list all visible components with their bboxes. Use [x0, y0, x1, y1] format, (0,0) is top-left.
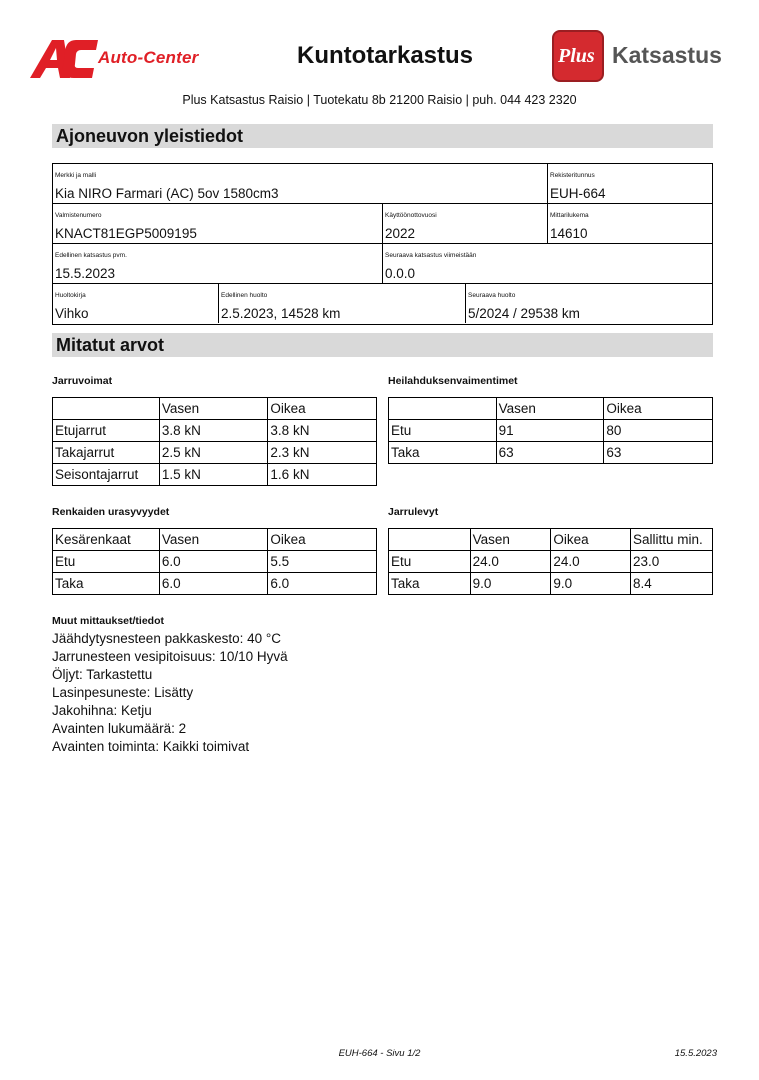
- header-cell: [53, 398, 160, 420]
- shock-absorbers-title: Heilahduksenvaimentimet: [388, 375, 518, 387]
- header-cell: Oikea: [268, 529, 377, 551]
- table-row: [389, 420, 713, 442]
- other-line: Öljyt: Tarkastettu: [52, 667, 153, 682]
- table-cell: 24.0: [470, 551, 551, 573]
- other-line: Jakohihna: Ketju: [52, 703, 152, 718]
- auto-center-logo: [30, 38, 225, 80]
- table-header-row: [53, 529, 377, 551]
- table-cell: 91: [496, 420, 604, 442]
- other-measurements: [52, 614, 288, 756]
- first-use-label: Käyttöönottovuosi: [385, 212, 437, 219]
- header-cell: Kesärenkaat: [53, 529, 160, 551]
- table-cell: 3.8 kN: [159, 420, 268, 442]
- row-label: Etu: [389, 551, 471, 573]
- other-measurements-title: Muut mittaukset/tiedot: [52, 615, 164, 627]
- header-cell: [389, 529, 471, 551]
- next-service-label: Seuraava huolto: [468, 292, 516, 299]
- header-cell: Vasen: [496, 398, 604, 420]
- table-cell: 2.5 kN: [159, 442, 268, 464]
- table-cell: 80: [604, 420, 713, 442]
- table-cell: 2.3 kN: [268, 442, 377, 464]
- brake-discs-title: Jarrulevyt: [388, 506, 439, 518]
- table-header-row: [389, 529, 713, 551]
- table-cell: 23.0: [631, 551, 713, 573]
- table-row: [389, 551, 713, 573]
- last-service-value: 2.5.2023, 14528 km: [221, 306, 341, 321]
- header-cell: Oikea: [268, 398, 377, 420]
- header-cell: Sallittu min.: [631, 529, 713, 551]
- katsastus-logo-text: Katsastus: [612, 42, 722, 68]
- next-inspection-value: 0.0.0: [385, 266, 416, 281]
- auto-center-logo-text: Auto-Center: [98, 48, 199, 67]
- table-cell: 9.0: [551, 573, 631, 595]
- header-cell: [389, 398, 497, 420]
- plus-katsastus-logo: [552, 30, 737, 82]
- brake-forces-title: Jarruvoimat: [52, 375, 113, 387]
- brake-discs-table: [388, 528, 713, 595]
- vin-label: Valmistenumero: [55, 212, 102, 219]
- table-cell: 6.0: [159, 573, 268, 595]
- table-row: [53, 442, 377, 464]
- header-cell: Vasen: [159, 529, 268, 551]
- table-cell: 63: [496, 442, 604, 464]
- row-label: Taka: [53, 573, 160, 595]
- row-label: Taka: [389, 442, 497, 464]
- odometer-label: Mittarilukema: [550, 212, 589, 219]
- service-book-label: Huoltokirja: [55, 292, 86, 299]
- service-book-value: Vihko: [55, 306, 89, 321]
- footer-date: 15.5.2023: [674, 1048, 717, 1059]
- table-row: [53, 551, 377, 573]
- next-service-value: 5/2024 / 29538 km: [468, 306, 580, 321]
- table-cell: 6.0: [159, 551, 268, 573]
- row-label: Takajarrut: [53, 442, 160, 464]
- table-cell: 1.5 kN: [159, 464, 268, 486]
- vin-value: KNACT81EGP5009195: [55, 226, 197, 241]
- tire-tread-title: Renkaiden urasyvyydet: [52, 506, 170, 518]
- odometer-value: 14610: [550, 226, 588, 241]
- first-use-cell: [383, 204, 548, 244]
- registration-value: EUH-664: [550, 186, 606, 201]
- contact-line: Plus Katsastus Raisio | Tuotekatu 8b 21200 Raisio | puh. 044 423 2320: [182, 93, 577, 107]
- last-inspection-value: 15.5.2023: [55, 266, 116, 281]
- section-vehicle-info-title: Ajoneuvon yleistiedot: [52, 124, 713, 148]
- table-row: [53, 573, 377, 595]
- last-inspection-label: Edellinen katsastus pvm.: [55, 252, 127, 259]
- table-cell: 3.8 kN: [268, 420, 377, 442]
- header-cell: Vasen: [470, 529, 551, 551]
- header-cell: Oikea: [604, 398, 713, 420]
- row-label: Seisontajarrut: [53, 464, 160, 486]
- next-inspection-cell: [383, 244, 712, 284]
- plus-badge: [552, 30, 604, 82]
- table-cell: 1.6 kN: [268, 464, 377, 486]
- other-line: Lasinpesuneste: Lisätty: [52, 685, 194, 700]
- table-row: [389, 573, 713, 595]
- vehicle-info-grid: [52, 163, 713, 325]
- section-measurements-title: Mitatut arvot: [52, 333, 713, 357]
- make-model-label: Merkki ja malli: [55, 172, 97, 179]
- table-cell: 6.0: [268, 573, 377, 595]
- row-label: Etu: [53, 551, 160, 573]
- registration-label: Rekisteritunnus: [550, 172, 595, 179]
- other-line: Avainten toiminta: Kaikki toimivat: [52, 739, 250, 754]
- vin-cell: [53, 204, 383, 244]
- table-cell: 24.0: [551, 551, 631, 573]
- table-cell: 5.5: [268, 551, 377, 573]
- plus-badge-text: Plus: [558, 45, 595, 67]
- service-book-cell: [53, 284, 219, 323]
- last-service-cell: [219, 284, 466, 323]
- table-cell: 63: [604, 442, 713, 464]
- first-use-value: 2022: [385, 226, 416, 241]
- other-line: Jäähdytysnesteen pakkaskesto: 40 °C: [52, 631, 282, 646]
- make-model-value: Kia NIRO Farmari (AC) 5ov 1580cm3: [55, 186, 279, 201]
- table-header-row: [53, 398, 377, 420]
- table-cell: 8.4: [631, 573, 713, 595]
- shock-absorbers-table: [388, 397, 713, 464]
- table-row: [389, 442, 713, 464]
- table-row: [53, 420, 377, 442]
- next-service-cell: [466, 284, 712, 323]
- row-label: Etu: [389, 420, 497, 442]
- row-label: Etujarrut: [53, 420, 160, 442]
- table-cell: 9.0: [470, 573, 551, 595]
- header-cell: Oikea: [551, 529, 631, 551]
- brake-forces-table: [52, 397, 377, 486]
- last-service-label: Edellinen huolto: [221, 292, 268, 299]
- tire-tread-table: [52, 528, 377, 595]
- header-cell: Vasen: [159, 398, 268, 420]
- make-model-cell: [53, 164, 548, 204]
- registration-cell: [548, 164, 712, 204]
- row-label: Taka: [389, 573, 471, 595]
- odometer-cell: [548, 204, 712, 244]
- table-row: [53, 464, 377, 486]
- other-line: Jarrunesteen vesipitoisuus: 10/10 Hyvä: [52, 649, 288, 664]
- next-inspection-label: Seuraava katsastus viimeistään: [385, 252, 477, 259]
- last-inspection-cell: [53, 244, 383, 284]
- ac-logo-icon: [30, 38, 100, 80]
- page-footer-label: EUH-664 - Sivu 1/2: [338, 1048, 421, 1059]
- document-title: Kuntotarkastus: [296, 42, 474, 69]
- other-line: Avainten lukumäärä: 2: [52, 721, 187, 736]
- table-header-row: [389, 398, 713, 420]
